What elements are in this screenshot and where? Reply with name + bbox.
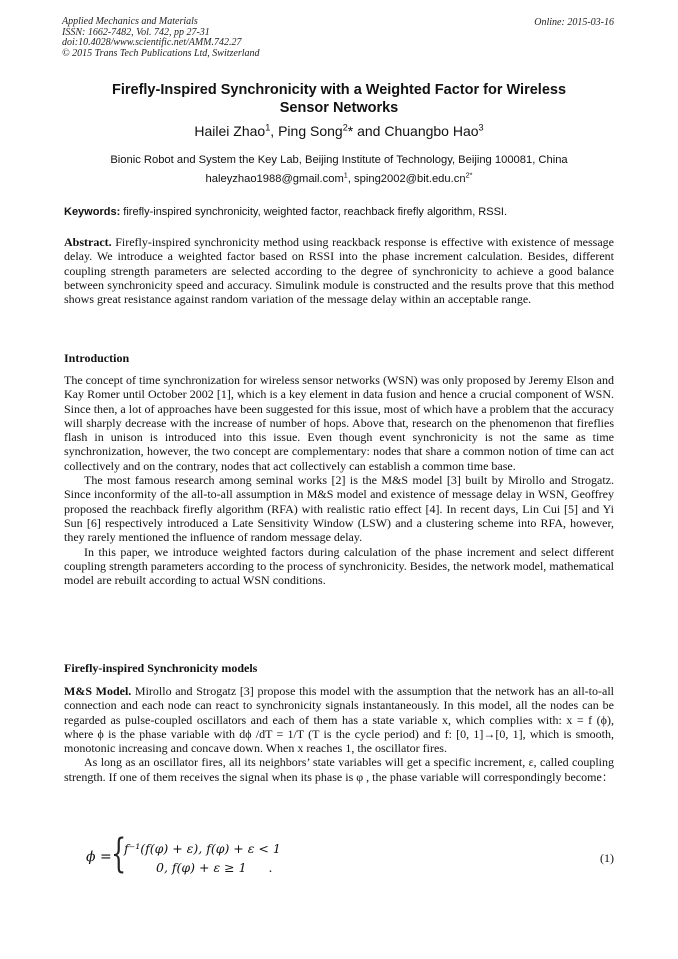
journal-name: Applied Mechanics and Materials	[62, 16, 198, 27]
title-line-2: Sensor Networks	[279, 100, 399, 116]
paper-title	[70, 81, 608, 117]
email-2: sping2002@bit.edu.cn	[354, 173, 466, 185]
left-brace-icon: {	[111, 831, 127, 877]
equation-case-1: f⁻¹(f(φ) + ε), f(φ) + ε < 1	[124, 841, 281, 856]
equation-number: (1)	[600, 851, 614, 865]
author-name: Ping Song	[278, 123, 343, 139]
equation-1	[86, 831, 614, 880]
abstract-label: Abstract.	[64, 235, 112, 249]
author-name: Hailei Zhao	[194, 123, 266, 139]
email-line	[40, 170, 638, 189]
title-line-1: Firefly-Inspired Synchronicity with a Weighted Factor for Wireless	[111, 82, 567, 98]
doi-line: doi:10.4028/www.scientific.net/AMM.742.27	[62, 37, 242, 49]
abstract	[64, 235, 614, 306]
journal-meta	[62, 17, 260, 59]
ms-model-body	[64, 684, 614, 784]
keywords-label: Keywords:	[64, 206, 121, 218]
paragraph: The concept of time synchronization for wireless sensor networks (WSN) was only proposed by Jeremy Elson and Kay Romer until October 2002 [1], which is a key element in data fusion and hence a crucial component of WSN. Since then, a lot of approaches have been suggested for this issue, most of which have a problem that the accuracy will sharply decrease with the increase of number of hops. Above that, research on the phenomenon that fireflies flash in unison is introduced into this issue. Even though event synchronicity is not the same as time synchronization, however, the two concept are complementary: nodes that share a common notion of time can act collectively and on the contrary, nodes that act collectively can establish a common time base.	[64, 373, 614, 473]
author-list	[40, 123, 638, 139]
copyright-line: © 2015 Trans Tech Publications Ltd, Switzerland	[62, 47, 260, 59]
affiliation: Bionic Robot and System the Key Lab, Beijing Institute of Technology, Beijing 100081, China	[110, 154, 568, 166]
keywords-text: firefly-inspired synchronicity, weighted factor, reachback firefly algorithm, RSSI.	[120, 206, 508, 218]
author-name: Chuangbo Hao	[384, 123, 479, 139]
equation-lhs: ϕ =	[86, 849, 112, 865]
email-1-mark: 1	[343, 170, 348, 180]
models-heading: Firefly-inspired Synchronicity models	[64, 661, 258, 675]
ms-model-text: Mirollo and Strogatz [3] propose this model with the assumption that the network has an all-to-all connection and each node can react to synchronicity signals instantaneously. In this model, all the nodes can be regarded as pulse-coupled oscillators and each of them has a state variable x, which complies with: x = f (ϕ), where ϕ is the phase variable with dϕ /dT = 1/T (T is the cycle period) and f: [0, 1]→[0, 1], which is smooth, monotonic increasing and concave down. When x reaches 1, the oscillator fires.	[64, 684, 615, 756]
email-2-mark: 2*	[465, 170, 473, 180]
author-affiliation-mark: 2	[342, 122, 348, 133]
affiliation-block	[40, 151, 638, 189]
issn-line: ISSN: 1662-7482, Vol. 742, pp 27-31	[62, 26, 210, 38]
abstract-text: Firefly-inspired synchronicity method using reackback response is effective with existence of message delay. We introduce a weighted factor based on RSSI into the phase increment calculation. Besides, different coupling strength parameters are selected according to the degree of synchronicity to achieve a good balance between synchronicity speed and accuracy. Simulink module is constructed and the results prove that this method shows great resistance against random variation of the message delay within an acceptable range.	[64, 235, 614, 307]
author-affiliation-mark: 1	[265, 122, 271, 133]
paragraph: In this paper, we introduce weighted factors during calculation of the phase increment and select different coupling strength parameters according to the process of synchronicity. Besides, the network model, mathematical model are rebuilt according to actual WSN conditions.	[64, 544, 614, 588]
equation-trailing-dot: .	[268, 860, 273, 875]
paragraph: As long as an oscillator fires, all its neighbors’ state variables will get a specific increment, ε, called coupling strength. If one of them receives the signal when its phase is φ , the phase variable will correspondingly become：	[64, 755, 614, 784]
keywords	[64, 206, 624, 218]
paragraph: The most famous research among seminal works [2] is the M&S model [3] built by Mirollo and Strogatz. Since inconformity of the all-to-all assumption in M&S model and existence of message delay in WSN, Geoffrey proposed the reachback firefly algorithm (RFA) with realistic ratio effect [4]. In recent days, Lin Cui [5] and Yi Sun [6] respectively introduced a Late Sensitivity Window (LSW) and a clustering scheme into RFA, however, they rarely mentioned the influence of random message delay.	[64, 473, 614, 545]
introduction-heading: Introduction	[64, 351, 130, 365]
equation-case-2: 0, f(φ) + ε ≥ 1 .	[156, 860, 273, 875]
introduction-body	[64, 373, 614, 587]
email-1: haleyzhao1988@gmail.com	[205, 173, 344, 185]
author-separator: * and	[347, 123, 385, 139]
author-separator: ,	[270, 123, 279, 139]
ms-model-lead: M&S Model.	[64, 684, 132, 698]
email-separator: ,	[347, 173, 355, 185]
online-date: Online: 2015-03-16	[534, 17, 614, 28]
author-affiliation-mark: 3	[478, 122, 484, 133]
